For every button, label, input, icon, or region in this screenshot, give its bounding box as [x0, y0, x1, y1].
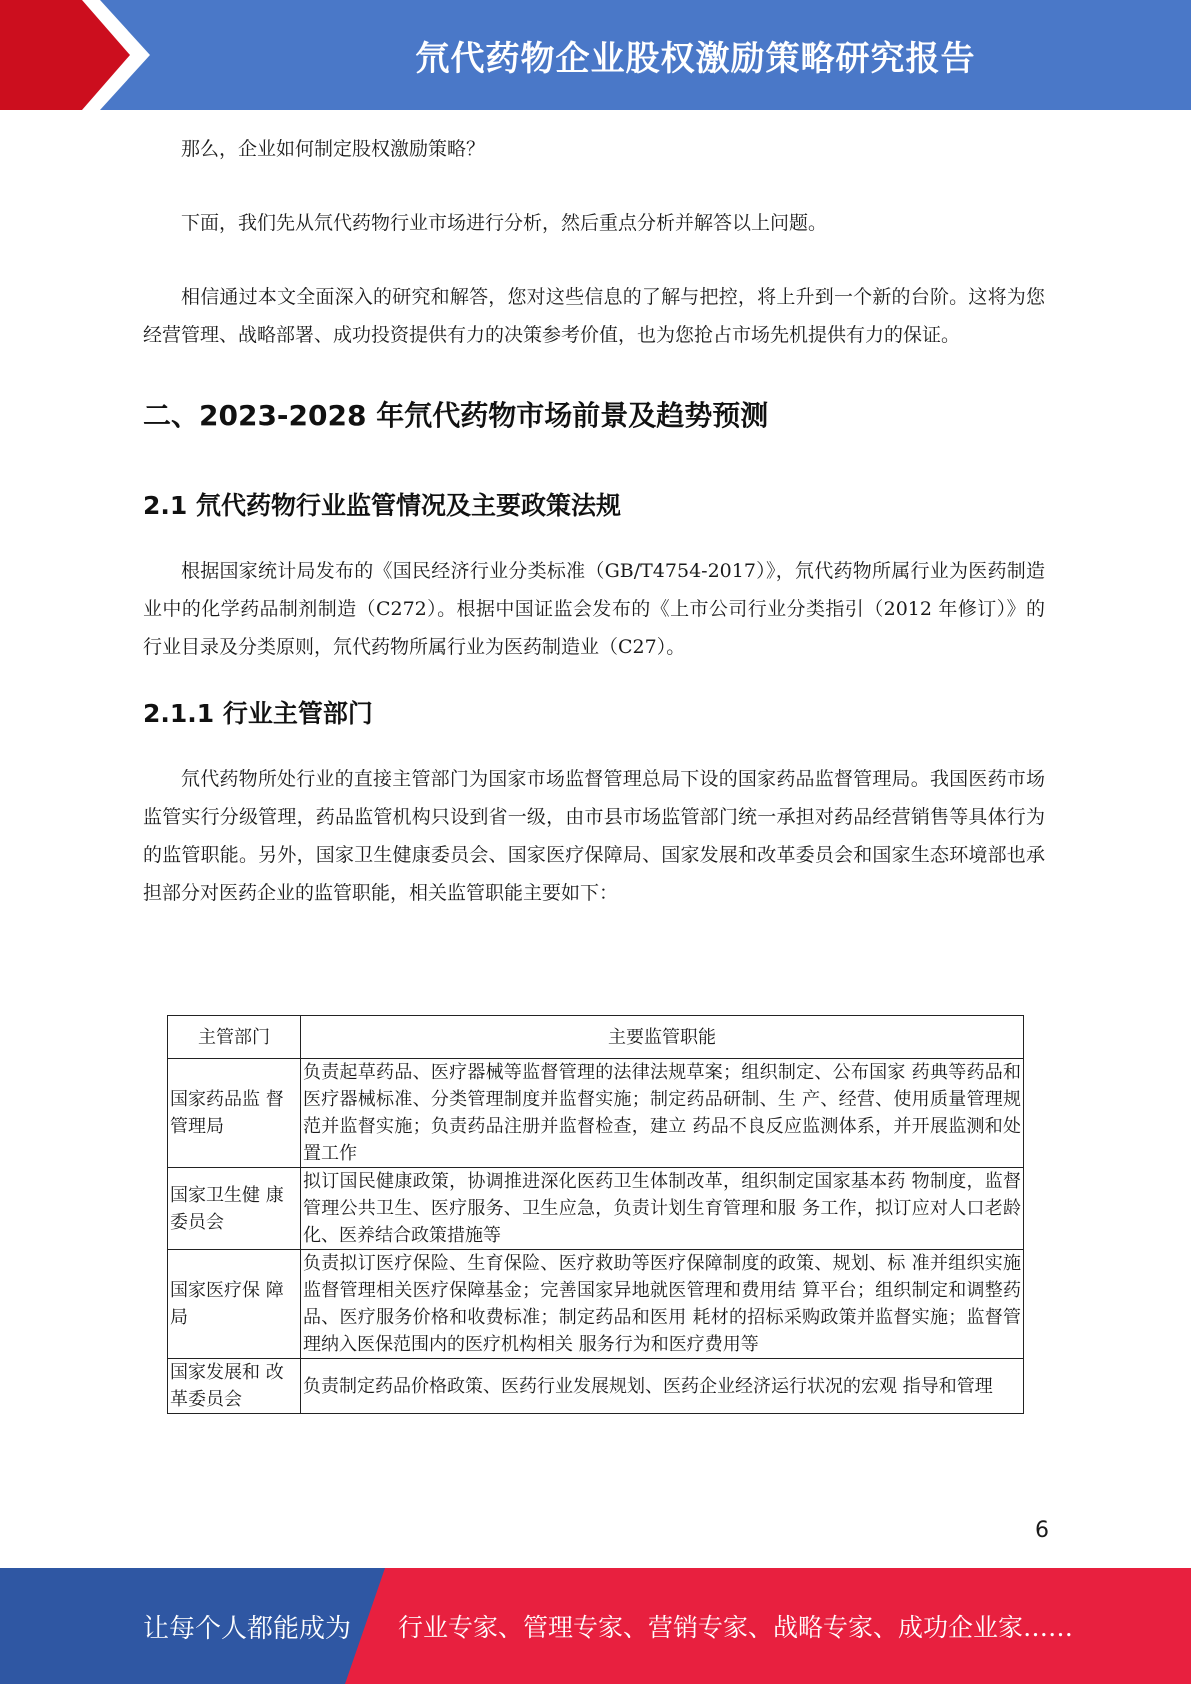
page-number: 6: [1035, 1518, 1049, 1543]
header-title: 氘代药物企业股权激励策略研究报告: [415, 38, 976, 79]
report-content: [143, 130, 1045, 912]
table-row: [168, 1250, 1024, 1359]
paragraph-authorities: 氘代药物所处行业的直接主管部门为国家市场监督管理总局下设的国家药品监督管理局。我国医药市场监管实行分级管理，药品监管机构只设到省一级，由市县市场监管部门统一承担对药品经营销售等具体行为的监管职能。另外，国家卫生健康委员会、国家医疗保障局、国家发展和改革委员会和国家生态环境部也承担部分对医药企业的监管职能，相关监管职能主要如下：: [143, 768, 1045, 904]
table-cell-dept: 国家发展和 改革委员会: [168, 1359, 301, 1414]
footer-slogan-right: 行业专家、管理专家、营销专家、战略专家、成功企业家……: [398, 1613, 1074, 1642]
paragraph-classification: 根据国家统计局发布的《国民经济行业分类标准（GB/T4754-2017）》，氘代药物所属行业为医药制造业中的化学药品制剂制造（C272）。根据中国证监会发布的《上市公司行业分类指引（2012 年修订）》的行业目录及分类原则，氘代药物所属行业为医药制造业（C27）。: [143, 560, 1045, 658]
page-footer: [0, 1568, 1191, 1684]
table-cell-duty: 负责起草药品、医疗器械等监督管理的法律法规草案；组织制定、公布国家 药典等药品和医疗器械标准、分类管理制度并监督实施；制定药品研制、生 产、经营、使用质量管理规范并监督实施；负责药品注册并监督检查，建立 药品不良反应监测体系，并开展监测和处置工作: [301, 1059, 1024, 1168]
paragraph-intro: 下面，我们先从氘代药物行业市场进行分析，然后重点分析并解答以上问题。: [181, 212, 828, 234]
table-row: [168, 1059, 1024, 1168]
table-row: [168, 1168, 1024, 1250]
table-header-row: [168, 1016, 1024, 1059]
table-cell-dept: 国家药品监 督管理局: [168, 1059, 301, 1168]
table-cell-dept: 国家医疗保 障局: [168, 1250, 301, 1359]
table-cell-duty: 拟订国民健康政策，协调推进深化医药卫生体制改革，组织制定国家基本药 物制度，监督管理公共卫生、医疗服务、卫生应急，负责计划生育管理和服 务工作，拟订应对人口老龄化、医养结合政策措施等: [301, 1168, 1024, 1250]
paragraph-value: 相信通过本文全面深入的研究和解答，您对这些信息的了解与把控，将上升到一个新的台阶。这将为您经营管理、战略部署、成功投资提供有力的决策参考价值，也为您抢占市场先机提供有力的保证。: [143, 286, 1045, 346]
paragraph-question: 那么，企业如何制定股权激励策略？: [181, 138, 486, 160]
page-header: [0, 0, 1191, 110]
table-cell-dept: 国家卫生健 康委员会: [168, 1168, 301, 1250]
header-arrow-decoration: [0, 0, 160, 110]
table-cell-duty: 负责制定药品价格政策、医药行业发展规划、医药企业经济运行状况的宏观 指导和管理: [301, 1359, 1024, 1414]
footer-slogan-left: 让每个人都能成为: [143, 1613, 352, 1644]
subsubsection-heading: 2.1.1 行业主管部门: [143, 699, 373, 728]
subsection-heading: 2.1 氘代药物行业监管情况及主要政策法规: [143, 491, 621, 520]
section-heading: 二、2023-2028 年氘代药物市场前景及趋势预测: [143, 399, 769, 432]
table-header-dept: 主管部门: [168, 1016, 301, 1059]
regulatory-table: [167, 1015, 1024, 1414]
table-row: [168, 1359, 1024, 1414]
table-cell-duty: 负责拟订医疗保险、生育保险、医疗救助等医疗保障制度的政策、规划、标 准并组织实施监督管理相关医疗保障基金；完善国家异地就医管理和费用结 算平台；组织制定和调整药品、医疗服务价格和收费标准；制定药品和医用 耗材的招标采购政策并监督实施；监督管理纳入医保范围内的医疗机构相关 服务行为和医疗费用等: [301, 1250, 1024, 1359]
table-header-duty: 主要监管职能: [301, 1016, 1024, 1059]
